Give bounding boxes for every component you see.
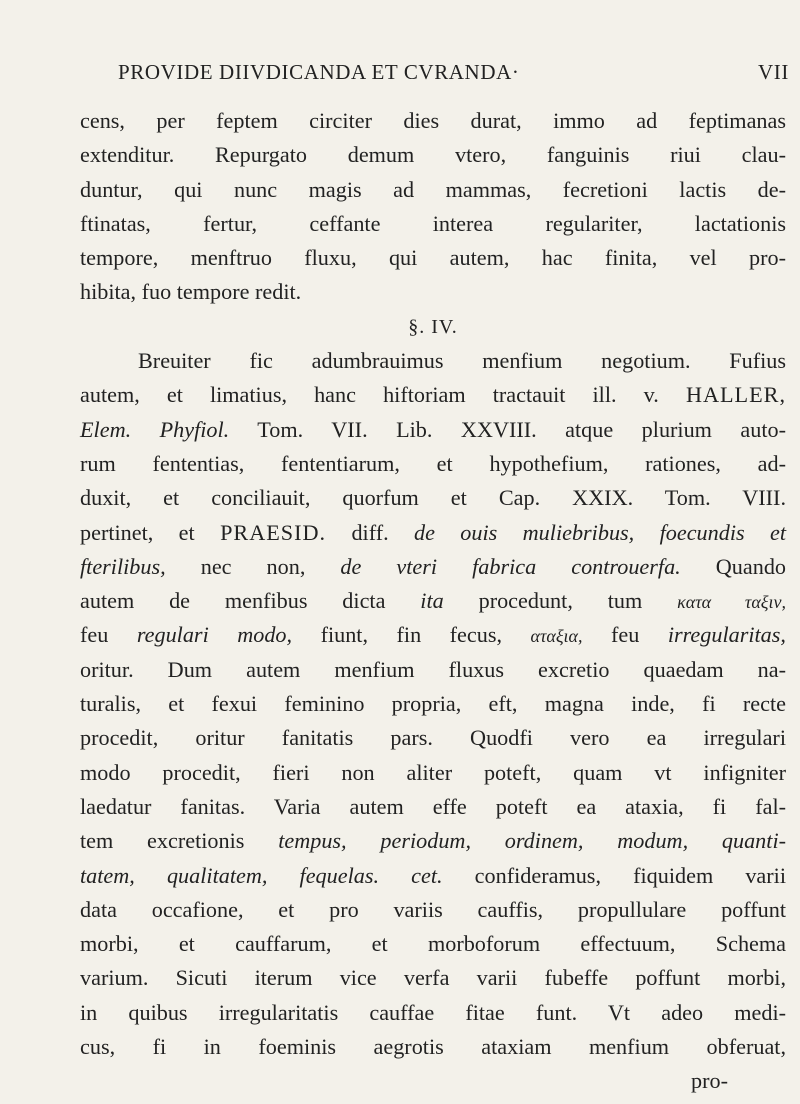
greek-phrase: κατα ταξιν, <box>677 592 786 613</box>
text-line: laedatur fanitas. Varia autem effe poteft ea ataxia, fi fal- <box>80 793 786 819</box>
author-name: HALLER, <box>685 382 786 408</box>
text-line: in quibus irregularitatis cauffae fitae funt. Vt adeo medi- <box>80 999 786 1025</box>
section-heading: §. IV. <box>408 315 458 338</box>
text-line: tem excretionis tempus, periodum, ordinem, modum, quanti- <box>80 828 786 854</box>
text-line: hibita, fuo tempore redit. <box>80 279 302 305</box>
text-line: rum fententias, fententiarum, et hypothefium, rationes, ad- <box>80 450 786 476</box>
text-line: data occafione, et pro variis cauffis, propullulare poffunt <box>80 896 786 922</box>
text-line: procedit, oritur fanitatis pars. Quodfi vero ea irregulari <box>80 725 786 751</box>
text-line: cens, per feptem circiter dies durat, immo ad feptimanas <box>80 108 786 133</box>
page-number: VII <box>758 60 789 84</box>
page-body <box>80 104 786 1099</box>
text-line: turalis, et fexui feminino propria, eft, magna inde, fi recte <box>80 691 786 717</box>
book-title: Elem. Phyfiol. <box>80 416 230 442</box>
running-header <box>118 60 798 94</box>
text-line: oritur. Dum autem menfium fluxus excretio quaedam na- <box>80 656 786 682</box>
text-line: ftinatas, fertur, ceffante interea regulariter, lactationis <box>80 210 786 236</box>
text-line: cus, fi in foeminis aegrotis ataxiam menfium obferuat, <box>80 1034 786 1060</box>
text-line: varium. Sicuti iterum vice verfa varii fubeffe poffunt morbi, <box>80 965 786 991</box>
text-line: autem de menfibus dicta ita procedunt, tum κατα ταξιν, <box>80 588 786 614</box>
text-line: duxit, et conciliauit, quorfum et Cap. XXIX. Tom. VIII. <box>80 485 786 511</box>
greek-word: αταξια, <box>530 626 583 647</box>
text-line: tempore, menftruo fluxu, qui autem, hac finita, vel pro- <box>80 245 786 271</box>
catchword: pro- <box>691 1068 728 1094</box>
text-line: morbi, et cauffarum, et morboforum effectuum, Schema <box>80 931 786 957</box>
text-line: autem, et limatius, hanc hiftoriam tractauit ill. v. HALLER, <box>80 382 786 408</box>
text-line: pertinet, et PRAESID. diff. de ouis muliebribus, foecundis et <box>80 519 786 545</box>
text-line: fterilibus, nec non, de vteri fabrica controuerfa. Quando <box>80 553 787 579</box>
text-line: tatem, qualitatem, fequelas. cet. confideramus, fiquidem varii <box>80 862 786 888</box>
text-line: Breuiter fic adumbrauimus menfium negotium. Fufius <box>138 348 786 374</box>
text-line: duntur, qui nunc magis ad mammas, fecretioni lactis de- <box>80 176 786 202</box>
text-line: Elem. Phyfiol. Tom. VII. Lib. XXVIII. atque plurium auto- <box>80 416 786 442</box>
text-line: modo procedit, fieri non aliter poteft, quam vt infigniter <box>80 759 786 785</box>
text-line: extenditur. Repurgato demum vtero, fanguinis riui clau- <box>80 142 786 168</box>
running-title: PROVIDE DIIVDICANDA ET CVRANDA· <box>118 60 520 84</box>
dissertation-title: de ouis muliebribus, foecundis et <box>414 519 786 545</box>
text-line: feu regulari modo, fiunt, fin fecus, αταξια, feu irregularitas, <box>80 622 786 648</box>
